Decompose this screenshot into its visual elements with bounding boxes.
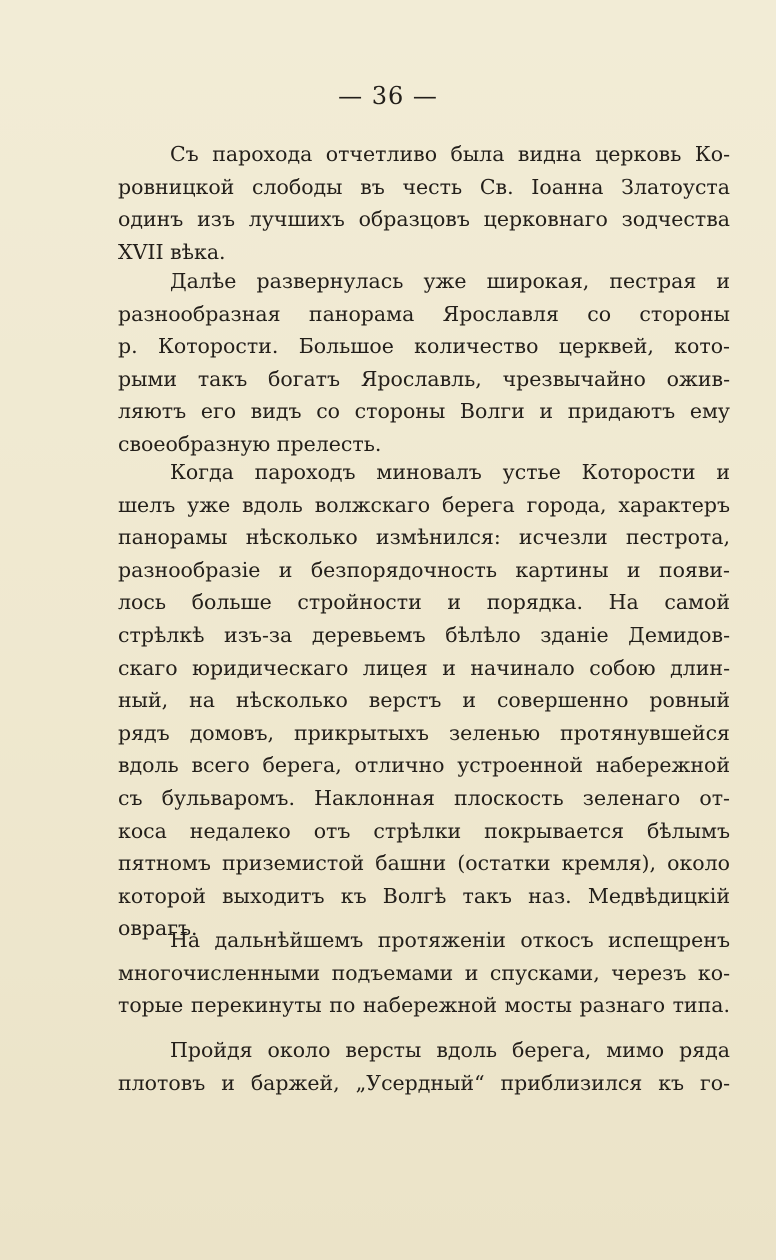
text-line: На дальнѣйшемъ протяженіи откосъ испещренъ: [170, 928, 730, 952]
text-line: ровницкой слободы въ честь Св. Іоанна Златоуста: [118, 174, 730, 199]
paragraph-4: [118, 924, 730, 1022]
text-line: лось больше стройности и порядка. На самой: [118, 590, 730, 615]
text-line: рядъ домовъ, прикрытыхъ зеленью протянувшейся: [118, 720, 730, 745]
text-line: Далѣе развернулась уже широкая, пестрая и: [170, 269, 730, 293]
text-line: вдоль всего берега, отлично устроенной набережной: [118, 753, 730, 778]
text-line: съ бульваромъ. Наклонная плоскость зеленаго от-: [118, 785, 730, 810]
text-line: шелъ уже вдоль волжскаго берега города, характеръ: [118, 492, 730, 517]
page-number: — 36 —: [338, 82, 438, 110]
text-line: ляютъ его видъ со стороны Волги и придаютъ ему: [118, 399, 730, 424]
text-line: пятномъ приземистой башни (остатки кремля), около: [118, 851, 730, 876]
text-line: XVII вѣка.: [118, 239, 226, 264]
text-line: Съ парохода отчетливо была видна церковь Ко-: [170, 142, 730, 166]
text-line: стрѣлкѣ изъ-за деревьемъ бѣлѣло зданіе Демидов-: [118, 622, 730, 647]
paragraph-5: [118, 1034, 730, 1099]
text-line: Пройдя около версты вдоль берега, мимо ряда: [170, 1038, 730, 1062]
text-line: р. Которости. Большое количество церквей, кото-: [118, 334, 730, 359]
text-line: скаго юридическаго лицея и начинало собою длин-: [118, 655, 730, 680]
text-line: многочисленными подъемами и спусками, черезъ ко-: [118, 960, 730, 985]
paragraph-1: [118, 138, 730, 268]
text-line: которой выходитъ къ Волгѣ такъ наз. Медвѣдицкій: [118, 883, 730, 908]
text-line: своеобразную прелесть.: [118, 431, 382, 456]
text-line: оврагъ.: [118, 916, 198, 941]
text-line: ный, на нѣсколько верстъ и совершенно ровный: [118, 688, 730, 713]
text-line: рыми такъ богатъ Ярославль, чрезвычайно ожив-: [118, 366, 730, 391]
text-line: коса недалеко отъ стрѣлки покрывается бѣлымъ: [118, 818, 730, 843]
text-line: одинъ изъ лучшихъ образцовъ церковнаго зодчества: [118, 207, 730, 232]
text-line: разнообразная панорама Ярославля со стороны: [118, 301, 730, 326]
text-line: Когда пароходъ миновалъ устье Которости и: [170, 460, 730, 484]
text-line: разнообразіе и безпорядочность картины и появи-: [118, 557, 730, 582]
text-line: плотовъ и баржей, „Усердный“ приблизился къ го-: [118, 1070, 730, 1095]
paragraph-3: [118, 456, 730, 945]
text-line: торые перекинуты по набережной мосты разнаго типа.: [118, 993, 730, 1018]
text-line: панорамы нѣсколько измѣнился: исчезли пестрота,: [118, 525, 730, 550]
paragraph-2: [118, 265, 730, 461]
